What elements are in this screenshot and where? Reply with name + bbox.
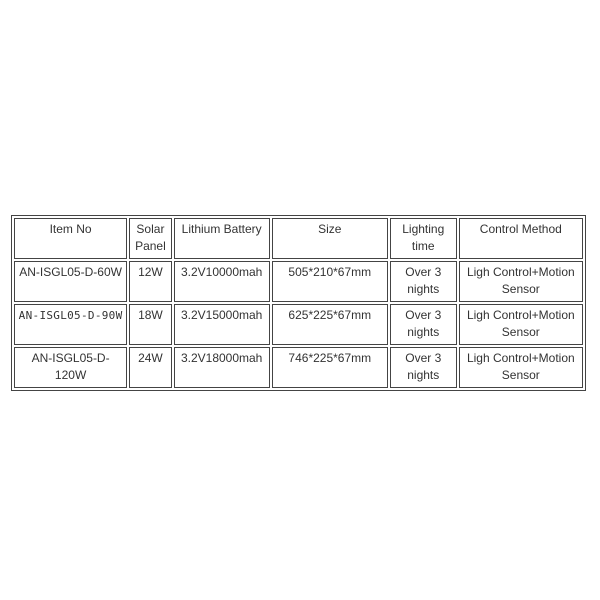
cell-item-no: AN-ISGL05-D-120W	[14, 347, 127, 388]
table-row	[14, 347, 583, 388]
table-header-row	[14, 218, 583, 259]
header-item-no: Item No	[14, 218, 127, 259]
header-control-method: Control Method	[459, 218, 583, 259]
cell-control-method: Ligh Control+Motion Sensor	[459, 347, 583, 388]
cell-item-no: AN-ISGL05-D-60W	[14, 261, 127, 302]
header-lithium-battery: Lithium Battery	[174, 218, 270, 259]
cell-solar-panel: 24W	[129, 347, 171, 388]
cell-control-method: Ligh Control+Motion Sensor	[459, 261, 583, 302]
header-solar-panel: Solar Panel	[129, 218, 171, 259]
cell-size: 746*225*67mm	[272, 347, 388, 388]
cell-lithium-battery: 3.2V15000mah	[174, 304, 270, 345]
cell-lighting-time: Over 3 nights	[390, 347, 457, 388]
cell-item-no: AN-ISGL05-D-90W	[14, 304, 127, 345]
product-spec-table	[11, 215, 586, 391]
cell-solar-panel: 18W	[129, 304, 171, 345]
table-row	[14, 261, 583, 302]
cell-control-method: Ligh Control+Motion Sensor	[459, 304, 583, 345]
cell-size: 625*225*67mm	[272, 304, 388, 345]
header-size: Size	[272, 218, 388, 259]
header-lighting-time: Lighting time	[390, 218, 457, 259]
cell-size: 505*210*67mm	[272, 261, 388, 302]
cell-lighting-time: Over 3 nights	[390, 261, 457, 302]
cell-lighting-time: Over 3 nights	[390, 304, 457, 345]
cell-lithium-battery: 3.2V18000mah	[174, 347, 270, 388]
table-row	[14, 304, 583, 345]
cell-lithium-battery: 3.2V10000mah	[174, 261, 270, 302]
cell-solar-panel: 12W	[129, 261, 171, 302]
